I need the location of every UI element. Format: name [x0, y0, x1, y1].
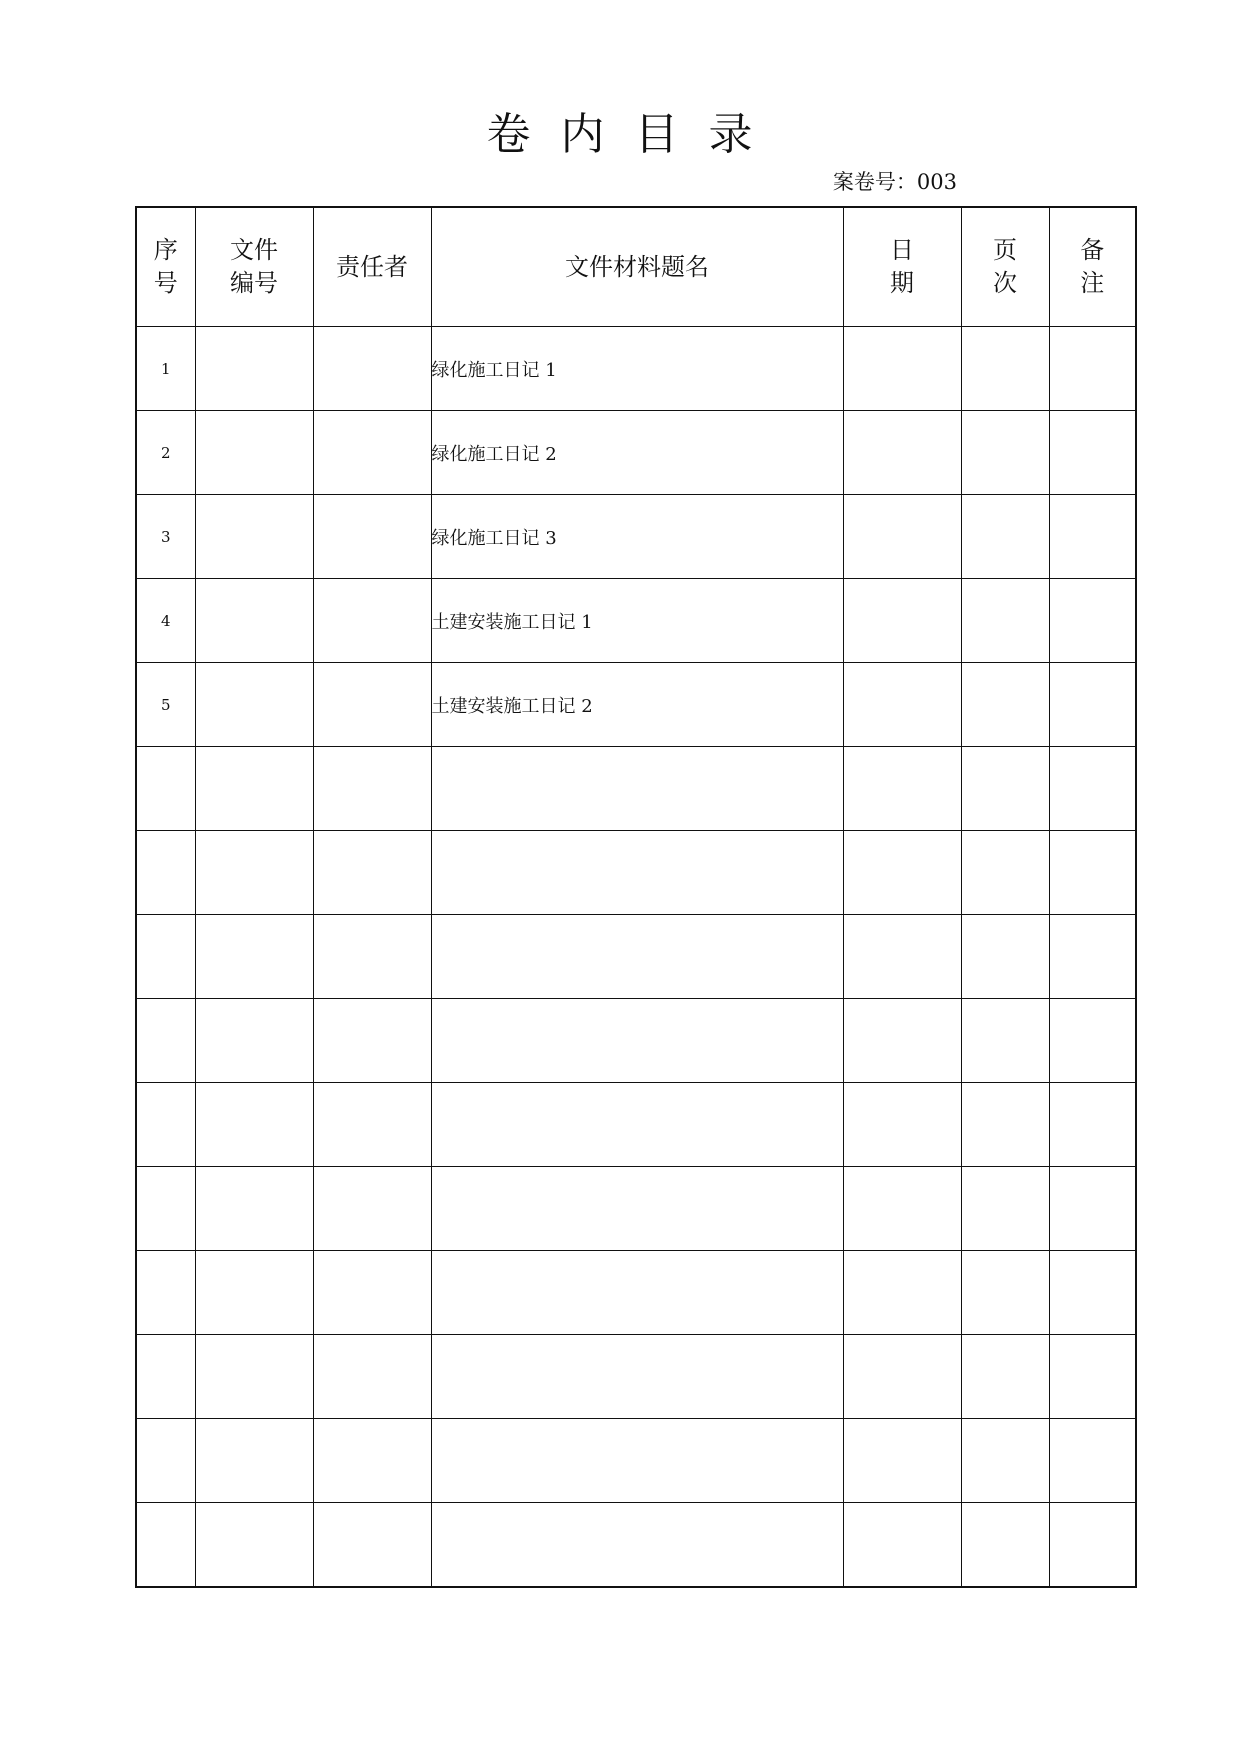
cell-seq: 5: [136, 663, 195, 747]
header-seq: [136, 207, 195, 327]
cell-doc-title: 绿化施工日记 1: [431, 327, 843, 411]
header-seq-line: 号: [153, 269, 178, 297]
header-pages-line: 次: [993, 269, 1017, 297]
table-row: [136, 915, 1136, 999]
cell-file-no: [195, 327, 313, 411]
cell-doc-title: [431, 1251, 843, 1335]
cell-responsible: [313, 579, 431, 663]
table-row: [136, 1419, 1136, 1503]
cell-doc-title: [431, 831, 843, 915]
cell-doc-title: [431, 747, 843, 831]
cell-pages: [961, 1083, 1049, 1167]
cell-seq: 4: [136, 579, 195, 663]
header-remarks-line: 备: [1080, 236, 1105, 264]
volume-number-value: 003: [916, 170, 957, 194]
header-file-no: [195, 207, 313, 327]
cell-date: [843, 747, 961, 831]
header-file-no-line: 编号: [230, 269, 278, 297]
cell-responsible: [313, 1419, 431, 1503]
cell-date: [843, 1335, 961, 1419]
cell-date: [843, 1251, 961, 1335]
table-row: [136, 1503, 1136, 1588]
cell-pages: [961, 999, 1049, 1083]
header-date: [843, 207, 961, 327]
header-remarks-line: 注: [1080, 269, 1105, 297]
cell-remarks: [1049, 1335, 1136, 1419]
cell-file-no: [195, 1251, 313, 1335]
cell-date: [843, 663, 961, 747]
cell-file-no: [195, 747, 313, 831]
cell-seq: [136, 1419, 195, 1503]
cell-date: [843, 327, 961, 411]
cell-remarks: [1049, 1167, 1136, 1251]
cell-date: [843, 1419, 961, 1503]
page-title-char: 内: [560, 109, 607, 160]
cell-remarks: [1049, 1503, 1136, 1588]
cell-seq: [136, 1083, 195, 1167]
cell-seq: [136, 999, 195, 1083]
page-title: [0, 100, 1241, 170]
cell-doc-title: [431, 1167, 843, 1251]
cell-remarks: [1049, 663, 1136, 747]
cell-responsible: [313, 495, 431, 579]
cell-file-no: [195, 663, 313, 747]
cell-responsible: [313, 915, 431, 999]
cell-seq: [136, 1503, 195, 1588]
cell-remarks: [1049, 327, 1136, 411]
cell-seq: [136, 1167, 195, 1251]
header-date-line: 日: [890, 236, 914, 264]
cell-seq: 1: [136, 327, 195, 411]
header-pages: [961, 207, 1049, 327]
cell-seq: 2: [136, 411, 195, 495]
cell-pages: [961, 1419, 1049, 1503]
cell-file-no: [195, 999, 313, 1083]
cell-file-no: [195, 1167, 313, 1251]
cell-remarks: [1049, 1083, 1136, 1167]
cell-file-no: [195, 1419, 313, 1503]
cell-date: [843, 579, 961, 663]
volume-number-label: 案卷号：: [832, 170, 917, 194]
cell-file-no: [195, 831, 313, 915]
cell-date: [843, 411, 961, 495]
header-pages-line: 页: [993, 236, 1017, 264]
cell-seq: [136, 831, 195, 915]
cell-file-no: [195, 495, 313, 579]
table-row: [136, 747, 1136, 831]
cell-remarks: [1049, 1419, 1136, 1503]
cell-responsible: [313, 1503, 431, 1588]
cell-date: [843, 1083, 961, 1167]
header-remarks: [1049, 207, 1136, 327]
cell-remarks: [1049, 579, 1136, 663]
cell-pages: [961, 579, 1049, 663]
cell-responsible: [313, 327, 431, 411]
table-row: [136, 831, 1136, 915]
table-row: [136, 411, 1136, 495]
cell-doc-title: [431, 915, 843, 999]
header-file-no-line: 文件: [230, 236, 278, 264]
cell-seq: [136, 1335, 195, 1419]
cell-pages: [961, 495, 1049, 579]
cell-doc-title: 土建安装施工日记 1: [431, 579, 843, 663]
cell-responsible: [313, 1251, 431, 1335]
cell-date: [843, 999, 961, 1083]
cell-seq: [136, 1251, 195, 1335]
cell-date: [843, 1167, 961, 1251]
table-row: [136, 1335, 1136, 1419]
cell-responsible: [313, 1167, 431, 1251]
page-title-char: 卷: [486, 109, 533, 160]
cell-remarks: [1049, 831, 1136, 915]
table-row: [136, 495, 1136, 579]
cell-doc-title: 绿化施工日记 2: [431, 411, 843, 495]
cell-remarks: [1049, 999, 1136, 1083]
cell-pages: [961, 747, 1049, 831]
cell-date: [843, 1503, 961, 1588]
cell-date: [843, 495, 961, 579]
catalog-table: [135, 206, 1137, 1588]
cell-doc-title: [431, 1083, 843, 1167]
table-row: [136, 999, 1136, 1083]
cell-doc-title: [431, 1503, 843, 1588]
cell-file-no: [195, 915, 313, 999]
cell-file-no: [195, 1083, 313, 1167]
cell-pages: [961, 327, 1049, 411]
volume-number: [833, 168, 957, 196]
cell-pages: [961, 915, 1049, 999]
cell-file-no: [195, 1503, 313, 1588]
cell-doc-title: [431, 1335, 843, 1419]
cell-pages: [961, 663, 1049, 747]
cell-remarks: [1049, 495, 1136, 579]
table-row: [136, 579, 1136, 663]
header-doc-title: 文件材料题名: [431, 207, 843, 327]
header-row: [136, 207, 1136, 327]
table-row: [136, 1167, 1136, 1251]
cell-date: [843, 831, 961, 915]
table-row: [136, 1083, 1136, 1167]
cell-pages: [961, 1167, 1049, 1251]
cell-remarks: [1049, 1251, 1136, 1335]
cell-seq: 3: [136, 495, 195, 579]
cell-responsible: [313, 411, 431, 495]
cell-responsible: [313, 831, 431, 915]
cell-seq: [136, 747, 195, 831]
page-title-char: 目: [634, 109, 681, 160]
cell-responsible: [313, 663, 431, 747]
cell-responsible: [313, 747, 431, 831]
header-date-line: 期: [890, 269, 914, 297]
cell-responsible: [313, 1083, 431, 1167]
cell-pages: [961, 1503, 1049, 1588]
cell-responsible: [313, 999, 431, 1083]
header-seq-line: 序: [153, 236, 178, 264]
cell-doc-title: 土建安装施工日记 2: [431, 663, 843, 747]
page-title-char: 录: [708, 109, 755, 160]
cell-file-no: [195, 411, 313, 495]
cell-pages: [961, 1251, 1049, 1335]
cell-pages: [961, 411, 1049, 495]
cell-responsible: [313, 1335, 431, 1419]
cell-doc-title: [431, 1419, 843, 1503]
table-row: [136, 1251, 1136, 1335]
cell-file-no: [195, 1335, 313, 1419]
cell-remarks: [1049, 411, 1136, 495]
cell-pages: [961, 1335, 1049, 1419]
header-responsible: 责任者: [313, 207, 431, 327]
cell-doc-title: [431, 999, 843, 1083]
cell-remarks: [1049, 747, 1136, 831]
cell-date: [843, 915, 961, 999]
cell-doc-title: 绿化施工日记 3: [431, 495, 843, 579]
table-row: [136, 327, 1136, 411]
cell-remarks: [1049, 915, 1136, 999]
table-row: [136, 663, 1136, 747]
cell-file-no: [195, 579, 313, 663]
cell-seq: [136, 915, 195, 999]
cell-pages: [961, 831, 1049, 915]
catalog-body: [136, 327, 1136, 1588]
